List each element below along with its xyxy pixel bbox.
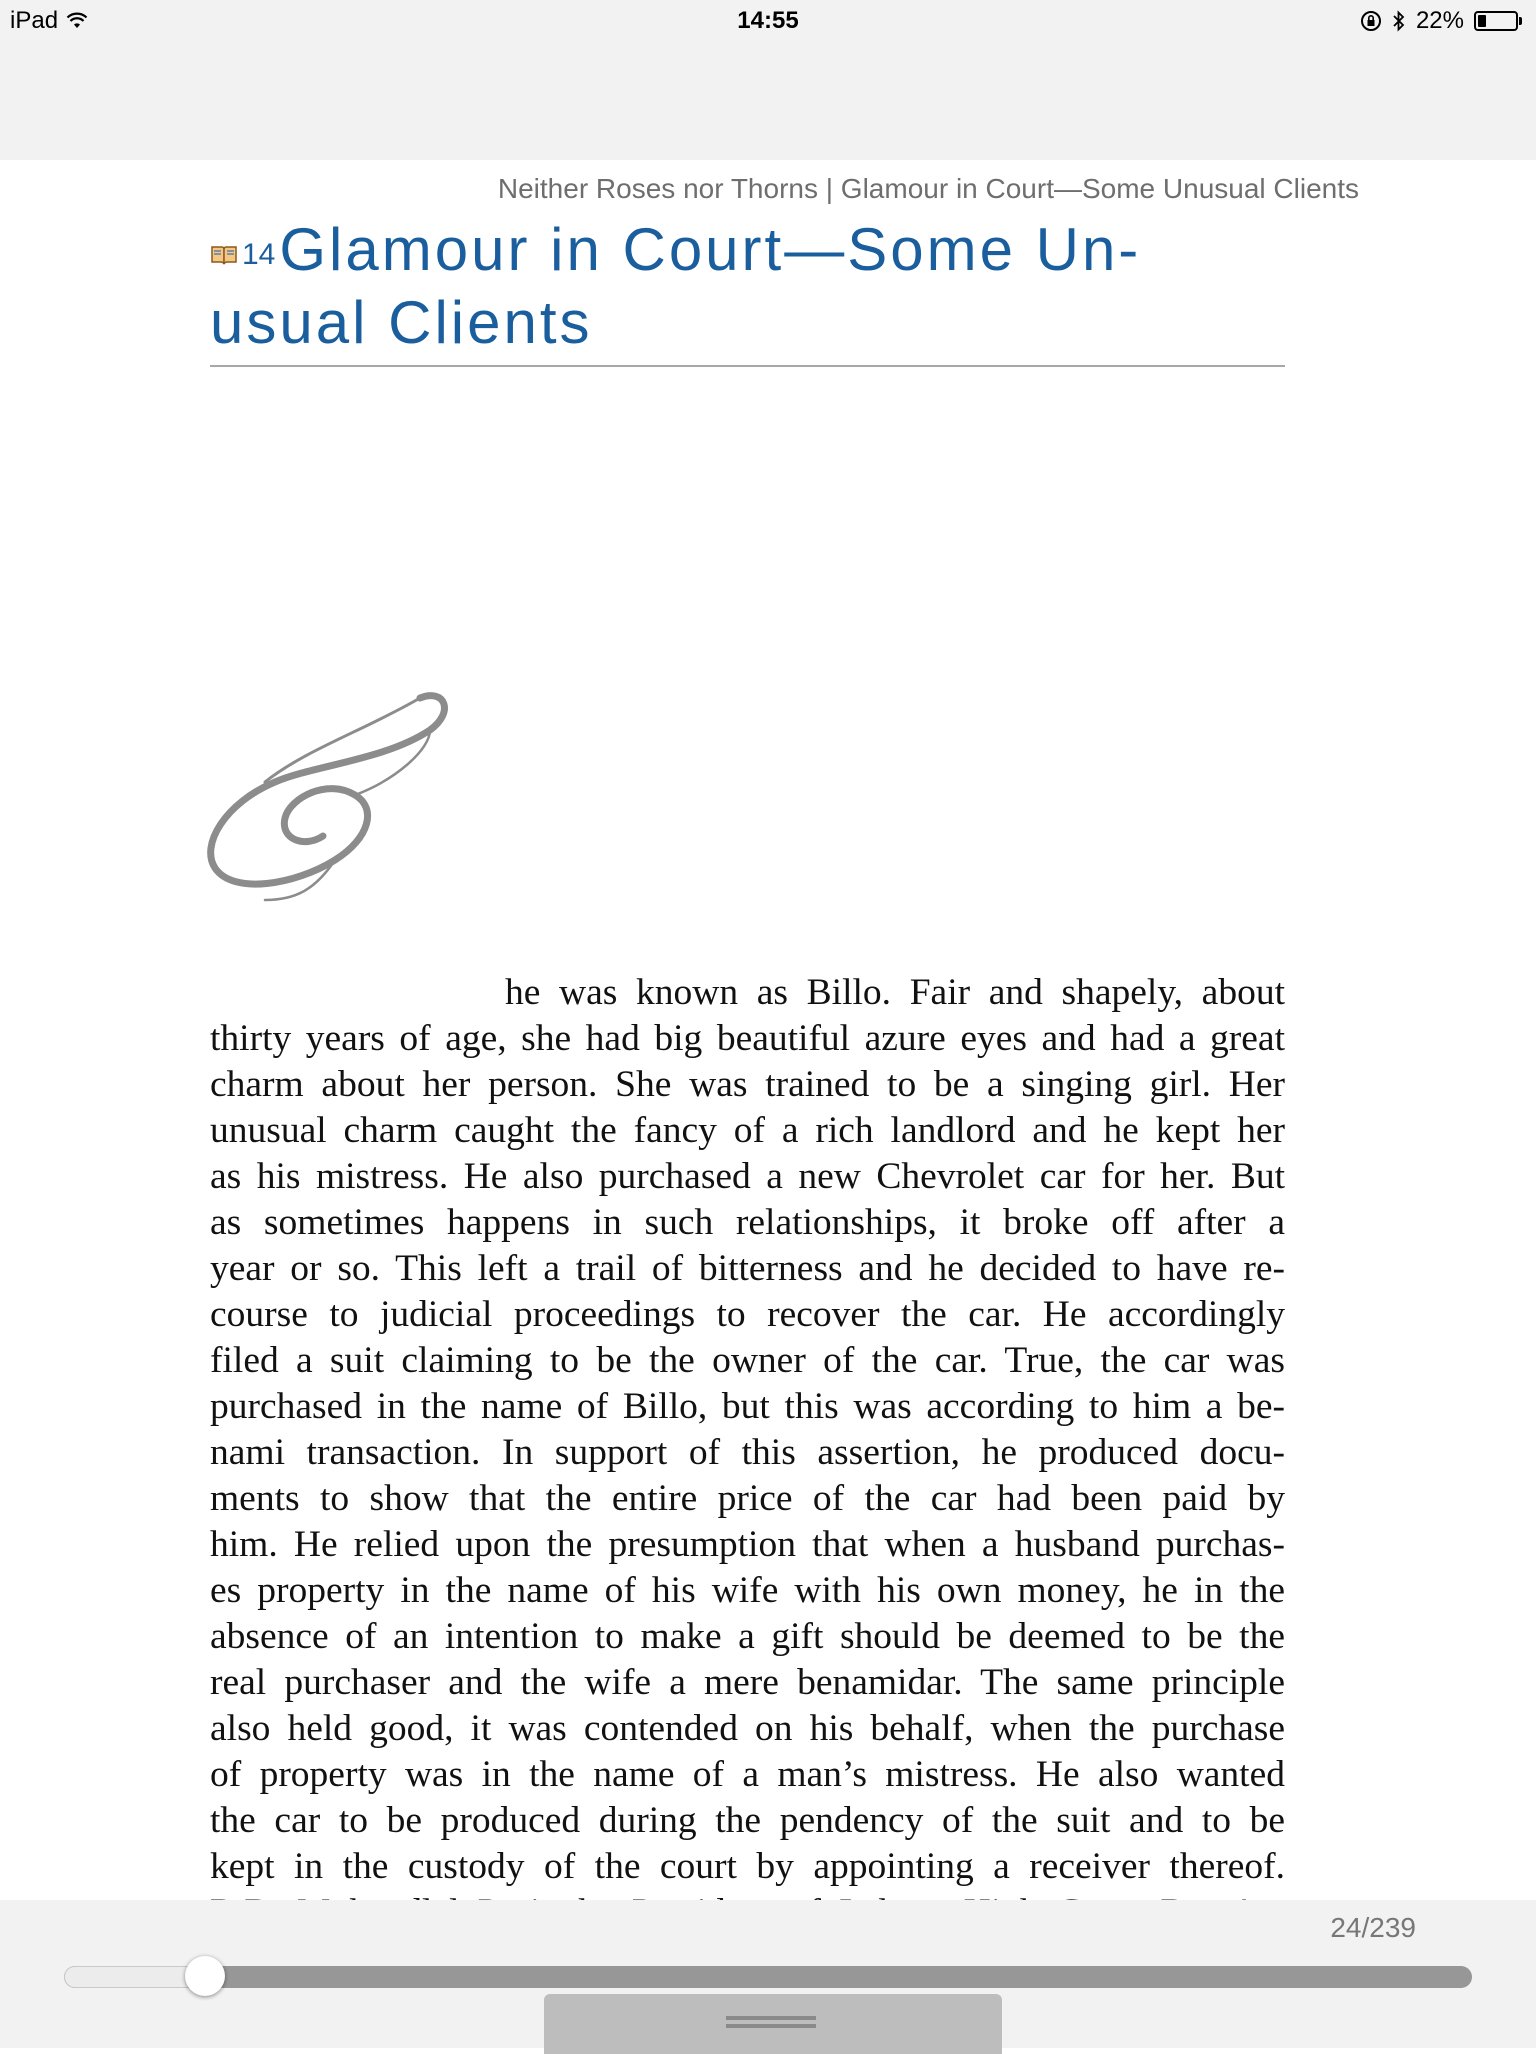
grip-icon [726, 2016, 816, 2020]
text-line: he was known as Billo. Fair and shapely, about [505, 972, 1285, 1013]
book-icon [210, 244, 238, 266]
chapter-title-line-1: Glamour in Court—Some Un- [279, 216, 1142, 283]
drawer-handle[interactable] [544, 1994, 1002, 2054]
page-slider-track[interactable] [64, 1966, 1472, 1988]
body-text [210, 970, 1285, 1936]
rotation-lock-icon [1360, 10, 1382, 32]
chapter-title [210, 216, 1285, 357]
text-line: also held good, it was contended on his behalf, when the purchase [210, 1708, 1285, 1749]
chapter-divider [210, 365, 1285, 367]
text-line: as his mistress. He also purchased a new Chevrolet car for her. But [210, 1156, 1285, 1197]
device-name: iPad [10, 7, 59, 34]
text-line: as sometimes happens in such relationships, it broke off after a [210, 1202, 1285, 1243]
status-time: 14:55 [737, 7, 799, 34]
text-line: charm about her person. She was trained to be a singing girl. Her [210, 1064, 1285, 1105]
text-line: thirty years of age, she had big beautiful azure eyes and had a great [210, 1018, 1285, 1059]
text-line: filed a suit claiming to be the owner of the car. True, the car was [210, 1340, 1285, 1381]
running-header: Neither Roses nor Thorns | Glamour in Court—Some Unusual Clients [497, 173, 1359, 204]
page-counter: 24/239 [1330, 1912, 1416, 1943]
text-line: year or so. This left a trail of bitterness and he decided to have re- [210, 1248, 1285, 1289]
page-slider-progress [64, 1966, 205, 1988]
text-line: kept in the custody of the court by appointing a receiver thereof. [210, 1846, 1285, 1887]
text-line: unusual charm caught the fancy of a rich landlord and he kept her [210, 1110, 1285, 1151]
text-line: ments to show that the entire price of the car had been paid by [210, 1478, 1285, 1519]
text-line: of property was in the name of a man’s mistress. He also wanted [210, 1754, 1285, 1795]
page-slider-thumb[interactable] [185, 1956, 225, 1996]
status-right [1360, 7, 1522, 35]
drop-cap-s [205, 690, 510, 1010]
reader-bottom-bar [0, 1900, 1536, 2048]
reader-top-toolbar[interactable] [0, 40, 1536, 160]
text-line: nami transaction. In support of this assertion, he produced docu- [210, 1432, 1285, 1473]
text-line: him. He relied upon the presumption that when a husband purchas- [210, 1524, 1285, 1565]
chapter-title-line-2: usual Clients [210, 289, 593, 356]
status-bar [0, 0, 1536, 40]
battery-percent: 22% [1415, 7, 1464, 34]
text-line: real purchaser and the wife a mere benamidar. The same principle [210, 1662, 1285, 1703]
text-line: course to judicial proceedings to recover the car. He accordingly [210, 1294, 1285, 1335]
bluetooth-icon [1392, 9, 1406, 33]
text-line: absence of an intention to make a gift should be deemed to be the [210, 1616, 1285, 1657]
battery-icon [1474, 11, 1522, 31]
text-line: the car to be produced during the pendency of the suit and to be [210, 1800, 1285, 1841]
text-line: es property in the name of his wife with his own money, he in the [210, 1570, 1285, 1611]
chapter-number: 14 [242, 238, 276, 271]
book-page[interactable] [0, 160, 1536, 1900]
text-line: purchased in the name of Billo, but this was according to him a be- [210, 1386, 1285, 1427]
